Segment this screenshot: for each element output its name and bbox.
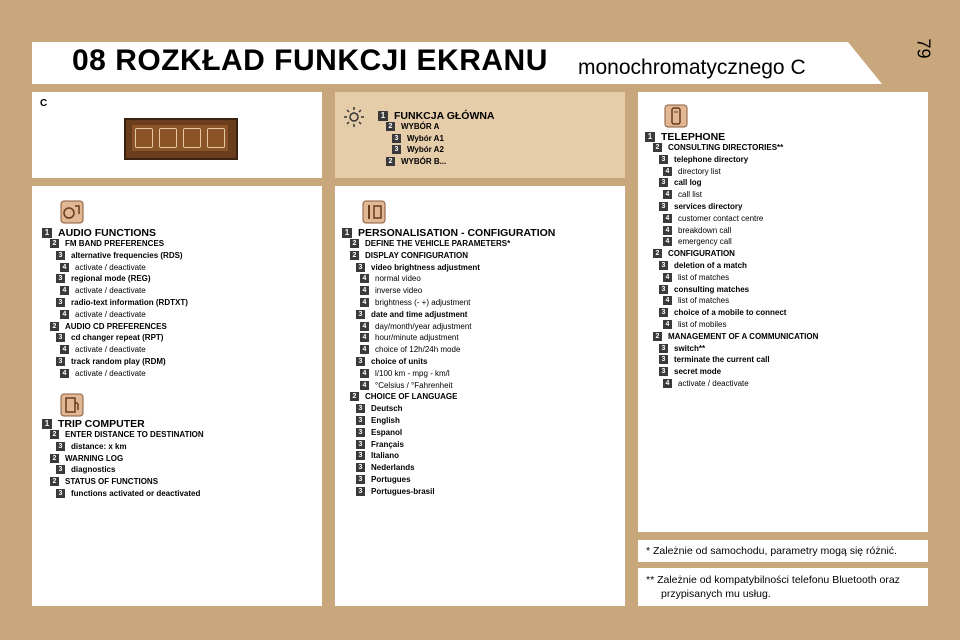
level-badge: 4 — [360, 322, 369, 331]
menu-item-level-2 — [386, 157, 446, 166]
menu-item-label: directory list — [678, 166, 721, 176]
menu-item-label: call list — [678, 190, 703, 200]
menu-item-label: WARNING LOG — [65, 453, 124, 463]
menu-item-level-1 — [378, 110, 495, 122]
menu-item-level-3 — [56, 333, 163, 342]
level-badge: 2 — [350, 239, 359, 248]
level-badge: 4 — [360, 345, 369, 354]
level-badge: 3 — [356, 416, 365, 425]
menu-item-level-3 — [356, 487, 435, 496]
level-badge: 3 — [356, 463, 365, 472]
menu-item-label: TELEPHONE — [661, 131, 726, 143]
level-badge: 3 — [659, 261, 668, 270]
menu-item-label: Portugues-brasil — [371, 486, 435, 496]
menu-item-label: activate / deactivate — [75, 345, 146, 355]
level-badge: 2 — [653, 249, 662, 258]
menu-item-level-3 — [56, 274, 151, 283]
menu-item-level-3 — [356, 428, 402, 437]
menu-item-level-4 — [360, 298, 470, 307]
level-badge: 1 — [42, 228, 52, 238]
level-badge: 4 — [360, 333, 369, 342]
menu-item-level-4 — [663, 296, 729, 305]
menu-item-level-2 — [50, 239, 164, 248]
menu-item-label: call log — [674, 178, 702, 188]
menu-item-label: secret mode — [674, 367, 722, 377]
level-badge: 2 — [50, 430, 59, 439]
menu-item-label: customer contact centre — [678, 213, 764, 223]
menu-item-label: TRIP COMPUTER — [58, 418, 145, 430]
page-subtitle: monochromatycznego C — [578, 56, 806, 79]
menu-item-label: PERSONALISATION - CONFIGURATION — [358, 227, 556, 239]
menu-item-level-4 — [663, 226, 731, 235]
menu-item-level-2 — [653, 332, 818, 341]
menu-item-level-3 — [659, 155, 748, 164]
level-badge: 3 — [56, 442, 65, 451]
level-badge: 3 — [659, 355, 668, 364]
menu-item-label: consulting matches — [674, 284, 750, 294]
menu-item-level-3 — [392, 134, 444, 143]
menu-item-level-4 — [60, 369, 146, 378]
menu-item-level-3 — [659, 355, 770, 364]
menu-item-level-2 — [350, 239, 510, 248]
menu-item-label: regional mode (REG) — [71, 274, 151, 284]
menu-item-level-3 — [659, 202, 743, 211]
menu-item-label: inverse video — [375, 286, 423, 296]
level-badge: 3 — [56, 251, 65, 260]
screen-label: C — [40, 98, 48, 109]
menu-item-level-4 — [360, 322, 472, 331]
level-badge: 3 — [659, 285, 668, 294]
menu-item-label: CONFIGURATION — [668, 249, 735, 259]
menu-item-label: list of mobiles — [678, 320, 727, 329]
level-badge: 4 — [663, 237, 672, 246]
menu-item-label: emergency call — [678, 237, 732, 247]
level-badge: 4 — [663, 190, 672, 199]
menu-item-label: DISPLAY CONFIGURATION — [365, 250, 468, 260]
menu-item-label: video brightness adjustment — [371, 262, 480, 272]
level-badge: 3 — [356, 357, 365, 366]
tools-icon — [362, 200, 386, 224]
page-number: 79 — [913, 38, 934, 59]
menu-item-label: Deutsch — [371, 404, 403, 414]
menu-item-level-3 — [56, 251, 183, 260]
menu-item-level-4 — [663, 320, 726, 329]
screen-fuel-icon — [159, 128, 177, 148]
menu-item-label: choice of units — [371, 357, 428, 366]
menu-item-level-4 — [360, 381, 453, 390]
level-badge: 3 — [356, 310, 365, 319]
level-badge: 2 — [350, 392, 359, 401]
menu-item-label: telephone directory — [674, 154, 749, 164]
menu-item-level-2 — [350, 392, 457, 401]
menu-item-level-3 — [659, 285, 749, 294]
level-badge: 3 — [392, 134, 401, 143]
menu-item-label: AUDIO CD PREFERENCES — [65, 321, 167, 331]
level-badge: 3 — [356, 263, 365, 272]
menu-item-label: Italiano — [371, 451, 400, 461]
menu-item-label: CHOICE OF LANGUAGE — [365, 392, 458, 402]
menu-item-label: activate / deactivate — [75, 286, 146, 296]
menu-item-label: WYBÓR A — [401, 121, 440, 131]
menu-item-level-3 — [356, 263, 480, 272]
menu-item-label: hour/minute adjustment — [375, 333, 459, 343]
menu-item-label: distance: x km — [71, 441, 127, 451]
menu-item-level-1 — [342, 227, 555, 239]
menu-item-label: FUNKCJA GŁÓWNA — [394, 110, 495, 122]
menu-item-label: alternative frequencies (RDS) — [71, 250, 183, 260]
footnote-bluetooth-line2: przypisanych mu usług. — [661, 588, 771, 600]
menu-item-label: services directory — [674, 202, 743, 211]
menu-item-label: STATUS OF FUNCTIONS — [65, 477, 159, 487]
menu-item-level-3 — [659, 367, 721, 376]
menu-item-level-3 — [659, 308, 786, 317]
menu-item-level-3 — [659, 344, 705, 353]
menu-item-level-3 — [356, 463, 415, 472]
level-badge: 3 — [56, 465, 65, 474]
menu-item-level-1 — [645, 131, 725, 143]
level-badge: 4 — [663, 296, 672, 305]
menu-item-label: breakdown call — [678, 225, 732, 235]
monochrome-screen-image — [124, 118, 238, 160]
menu-item-level-3 — [56, 442, 127, 451]
menu-item-label: CONSULTING DIRECTORIES** — [668, 143, 784, 152]
level-badge: 3 — [56, 298, 65, 307]
level-badge: 4 — [60, 310, 69, 319]
level-badge: 1 — [645, 132, 655, 142]
menu-item-label: FM BAND PREFERENCES — [65, 239, 165, 248]
level-badge: 3 — [659, 178, 668, 187]
menu-item-label: activate / deactivate — [75, 368, 146, 378]
menu-item-label: day/month/year adjustment — [375, 321, 472, 331]
menu-item-label: normal video — [375, 274, 421, 284]
level-badge: 3 — [659, 308, 668, 317]
menu-item-level-4 — [60, 263, 146, 272]
menu-item-label: Nederlands — [371, 463, 415, 473]
menu-item-label: English — [371, 416, 400, 425]
level-badge: 2 — [50, 322, 59, 331]
footnote-vehicle: * Zależnie od samochodu, parametry mogą się różnić. — [646, 545, 897, 557]
menu-item-level-2 — [50, 322, 167, 331]
level-badge: 4 — [60, 286, 69, 295]
menu-item-label: activate / deactivate — [75, 262, 146, 272]
menu-item-label: choice of 12h/24h mode — [375, 345, 461, 355]
menu-item-label: ENTER DISTANCE TO DESTINATION — [65, 430, 204, 439]
menu-item-label: Wybór A2 — [407, 145, 444, 155]
menu-item-label: deletion of a match — [674, 261, 747, 270]
menu-item-label: diagnostics — [71, 465, 116, 475]
menu-item-level-4 — [60, 345, 146, 354]
menu-item-level-1 — [42, 418, 145, 430]
screen-tools-icon — [183, 128, 201, 148]
level-badge: 3 — [356, 475, 365, 484]
menu-item-level-4 — [360, 286, 422, 295]
menu-item-level-4 — [663, 379, 749, 388]
level-badge: 4 — [663, 167, 672, 176]
menu-item-level-3 — [659, 261, 747, 270]
menu-item-level-3 — [356, 475, 411, 484]
menu-item-label: AUDIO FUNCTIONS — [58, 227, 156, 239]
level-badge: 3 — [659, 367, 668, 376]
level-badge: 3 — [392, 145, 401, 154]
menu-item-label: MANAGEMENT OF A COMMUNICATION — [668, 331, 819, 341]
screen-audio-icon — [135, 128, 153, 148]
level-badge: 4 — [360, 286, 369, 295]
menu-item-label: DEFINE THE VEHICLE PARAMETERS* — [365, 239, 511, 248]
menu-item-level-3 — [356, 357, 427, 366]
menu-item-level-3 — [56, 357, 166, 366]
level-badge: 2 — [653, 332, 662, 341]
level-badge: 3 — [356, 404, 365, 413]
menu-item-level-2 — [50, 477, 158, 486]
menu-item-level-4 — [360, 333, 459, 342]
menu-item-level-4 — [360, 345, 460, 354]
level-badge: 4 — [360, 274, 369, 283]
menu-item-label: terminate the current call — [674, 355, 770, 365]
level-badge: 4 — [60, 369, 69, 378]
menu-item-label: list of matches — [678, 296, 730, 306]
level-badge: 3 — [659, 155, 668, 164]
level-badge: 3 — [56, 274, 65, 283]
menu-item-label: Espanol — [371, 427, 403, 437]
menu-item-label: switch** — [674, 343, 706, 353]
menu-item-level-3 — [356, 404, 403, 413]
menu-item-level-3 — [356, 451, 399, 460]
menu-item-level-4 — [663, 167, 721, 176]
level-badge: 4 — [663, 226, 672, 235]
menu-item-label: functions activated or deactivated — [71, 489, 201, 498]
level-badge: 4 — [60, 263, 69, 272]
level-badge: 2 — [386, 157, 395, 166]
menu-item-level-3 — [659, 178, 702, 187]
menu-item-label: activate / deactivate — [75, 309, 146, 319]
level-badge: 4 — [663, 379, 672, 388]
menu-item-label: date and time adjustment — [371, 309, 468, 319]
level-badge: 4 — [60, 345, 69, 354]
menu-item-label: Wybór A1 — [407, 133, 444, 143]
menu-item-level-3 — [56, 465, 115, 474]
level-badge: 3 — [659, 344, 668, 353]
menu-item-label: l/100 km - mpg - km/l — [375, 368, 450, 378]
menu-item-level-2 — [653, 143, 783, 152]
menu-item-level-3 — [356, 310, 467, 319]
menu-item-label: track random play (RDM) — [71, 357, 166, 366]
menu-item-level-3 — [356, 416, 400, 425]
level-badge: 2 — [50, 477, 59, 486]
menu-item-level-4 — [360, 274, 421, 283]
screen-phone-icon — [207, 128, 225, 148]
menu-item-level-3 — [56, 489, 200, 498]
menu-item-level-2 — [653, 249, 735, 258]
menu-item-level-4 — [663, 190, 702, 199]
menu-item-label: °Celsius / °Fahrenheit — [375, 380, 453, 390]
menu-item-level-2 — [50, 454, 123, 463]
level-badge: 3 — [356, 487, 365, 496]
menu-item-level-3 — [392, 145, 444, 154]
level-badge: 4 — [663, 320, 672, 329]
level-badge: 3 — [356, 428, 365, 437]
menu-item-level-2 — [50, 430, 204, 439]
menu-item-label: radio-text information (RDTXT) — [71, 298, 188, 307]
menu-item-level-4 — [663, 214, 763, 223]
level-badge: 2 — [350, 251, 359, 260]
level-badge: 4 — [360, 298, 369, 307]
level-badge: 3 — [56, 333, 65, 342]
fuel-pump-icon — [60, 393, 84, 417]
level-badge: 3 — [659, 202, 668, 211]
level-badge: 1 — [378, 111, 388, 121]
level-badge: 4 — [663, 273, 672, 282]
level-badge: 1 — [342, 228, 352, 238]
menu-item-level-4 — [360, 369, 450, 378]
level-badge: 2 — [653, 143, 662, 152]
audio-icon — [60, 200, 84, 224]
menu-item-label: Français — [371, 439, 404, 449]
menu-item-level-2 — [350, 251, 468, 260]
level-badge: 3 — [356, 451, 365, 460]
menu-item-label: brightness (- +) adjustment — [375, 298, 471, 307]
level-badge: 2 — [50, 454, 59, 463]
menu-item-label: Portugues — [371, 475, 411, 484]
menu-item-level-1 — [42, 227, 156, 239]
level-badge: 1 — [42, 419, 52, 429]
level-badge: 3 — [56, 357, 65, 366]
menu-item-level-4 — [663, 237, 732, 246]
menu-item-level-4 — [60, 286, 146, 295]
level-badge: 4 — [360, 369, 369, 378]
menu-item-label: list of matches — [678, 272, 730, 282]
menu-item-level-3 — [356, 440, 404, 449]
main-function-panel — [335, 92, 625, 178]
level-badge: 4 — [663, 214, 672, 223]
level-badge: 3 — [56, 489, 65, 498]
level-badge: 4 — [360, 381, 369, 390]
level-badge: 3 — [356, 440, 365, 449]
menu-item-level-3 — [56, 298, 188, 307]
menu-item-label: cd changer repeat (RPT) — [71, 333, 164, 343]
phone-icon — [664, 104, 688, 128]
menu-item-level-4 — [60, 310, 146, 319]
menu-item-label: activate / deactivate — [678, 379, 749, 388]
menu-item-label: choice of a mobile to connect — [674, 308, 787, 318]
menu-item-level-2 — [386, 122, 439, 131]
page-title: 08 ROZKŁAD FUNKCJI EKRANU — [72, 44, 548, 77]
level-badge: 2 — [50, 239, 59, 248]
level-badge: 2 — [386, 122, 395, 131]
brightness-icon — [340, 103, 368, 131]
menu-item-label: WYBÓR B... — [401, 157, 447, 167]
menu-item-level-4 — [663, 273, 729, 282]
footnote-bluetooth-line1: ** Zależnie od kompatybilności telefonu Bluetooth oraz — [646, 574, 900, 586]
